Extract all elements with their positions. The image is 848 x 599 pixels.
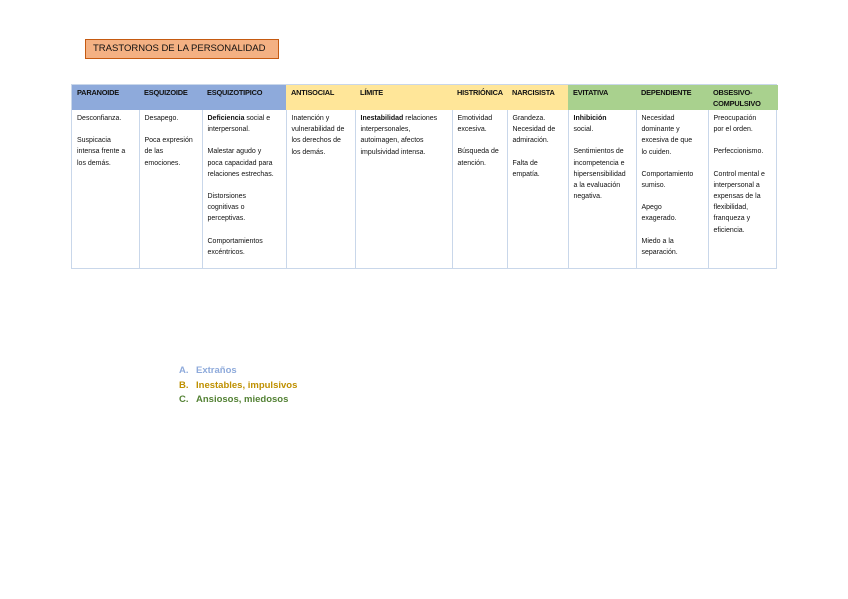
column-header-narcisista (507, 85, 568, 110)
cell-lead-line (574, 113, 633, 124)
cell-line: Emotividad (457, 115, 493, 122)
cell-line: dominante y (641, 126, 680, 134)
header-text: ANTISOCIAL (291, 88, 335, 97)
cell-line: empatía. (512, 170, 540, 178)
header-text: PARANOIDE (77, 88, 119, 97)
cell-spacer (714, 158, 776, 169)
column-header-límite (355, 85, 452, 110)
cell-spacer (208, 135, 283, 146)
cell-lead-rest: relaciones (403, 115, 438, 122)
cell-line: Búsqueda de (457, 148, 499, 156)
cell-line: exagerado. (641, 215, 677, 223)
cell-line: Suspicacia (77, 137, 111, 145)
column-header-obsesivo-compulsivo (708, 85, 778, 110)
cell-line: incompetencia e (573, 159, 625, 167)
cell-lead-line (208, 113, 283, 124)
cell-line: Comportamiento (641, 170, 694, 178)
cell-line: Inatención y (291, 115, 330, 122)
cell-spacer (208, 180, 283, 191)
cell-lead-line (361, 113, 449, 124)
cell-line: los demás. (291, 148, 326, 156)
cell-line: interpersonales, (360, 126, 411, 134)
cell-line: poca capacidad para (207, 159, 273, 167)
cell-line: Necesidad (641, 115, 675, 122)
cell-line: de las (144, 148, 164, 156)
cell-line: Apego (641, 204, 662, 212)
cell-line: Falta de (512, 159, 538, 167)
cell-line: sumiso. (641, 182, 666, 190)
cell-line: atención. (457, 159, 486, 167)
cell-line: Miedo a la (641, 237, 674, 245)
cell-line: impulsividad intensa. (360, 148, 426, 156)
header-text: NARCISISTA (512, 88, 555, 97)
header-text: COMPULSIVO (713, 99, 761, 108)
column-cell (139, 110, 202, 268)
table-row (72, 110, 778, 268)
cell-line: Sentimientos de (573, 148, 624, 156)
column-header-histriónica (452, 85, 507, 110)
header-text: OBSESIVO- (713, 88, 753, 97)
cell-lead-bold: Inhibición (573, 115, 607, 122)
cell-line: Desconfianza. (77, 115, 122, 122)
cell-spacer (642, 158, 705, 169)
column-header-paranoide (72, 85, 139, 110)
header-text: LÍMITE (360, 88, 384, 97)
cell-line: excesiva. (457, 126, 487, 134)
cell-line: Distorsiones (207, 193, 247, 201)
cell-line: flexibilidad, (713, 204, 749, 212)
cell-lead-bold: Inestabilidad (360, 115, 404, 122)
cell-line: lo cuiden. (641, 148, 672, 156)
cell-line: Preocupación (713, 115, 757, 122)
column-cell (286, 110, 355, 268)
cell-line: Comportamientos (207, 237, 263, 245)
cell-line: separación. (641, 248, 678, 256)
cell-spacer (208, 225, 283, 236)
column-cell (708, 110, 778, 268)
group-legend (179, 364, 297, 408)
cell-line: excesiva de que (641, 137, 693, 145)
legend-letter: B. (179, 379, 189, 391)
column-cell (507, 110, 568, 268)
cell-spacer (513, 147, 565, 158)
table-header-row (72, 85, 778, 110)
cell-line: emociones. (144, 159, 181, 167)
legend-item-a (179, 364, 297, 379)
header-text: EVITATIVA (573, 88, 609, 97)
cell-line: relaciones estrechas. (207, 170, 274, 178)
cell-line: social. (573, 126, 594, 134)
cell-line: Poca expresión (144, 137, 193, 145)
cell-line: los derechos de (291, 137, 341, 145)
cell-spacer (642, 225, 705, 236)
cell-spacer (145, 124, 199, 135)
legend-item-b (179, 379, 297, 394)
column-cell (568, 110, 636, 268)
cell-line: admiración. (512, 137, 549, 145)
header-text: HISTRIÓNICA (457, 88, 503, 97)
cell-lead-bold: Deficiencia (207, 115, 245, 122)
cell-line: expensas de la (713, 193, 761, 201)
cell-line: cognitivas o (207, 204, 245, 212)
cell-spacer (77, 124, 136, 135)
cell-line: Control mental e (713, 170, 765, 178)
cell-spacer (574, 135, 633, 146)
cell-line: los demás. (77, 159, 111, 167)
cell-line: eficiencia. (713, 226, 745, 234)
cell-line: a la evaluación (573, 182, 621, 190)
cell-line: Grandeza. (512, 115, 546, 122)
column-cell (636, 110, 708, 268)
cell-line: vulnerabilidad de (291, 126, 345, 134)
cell-line: por el orden. (713, 126, 753, 134)
column-cell (452, 110, 507, 268)
cell-line: interpersonal a (713, 181, 760, 189)
cell-line: Necesidad de (512, 126, 556, 134)
legend-label: Ansiosos, miedosos (196, 394, 289, 405)
column-header-evitativa (568, 85, 636, 110)
cell-line: Malestar agudo y (207, 148, 262, 156)
legend-letter: A. (179, 365, 189, 376)
header-text: ESQUIZOIDE (144, 88, 188, 97)
cell-line: negativa. (573, 193, 602, 201)
cell-line: Desapego. (144, 115, 179, 122)
cell-line: intensa frente a (77, 148, 126, 156)
header-text: ESQUIZOTIPICO (207, 88, 263, 97)
column-header-esquizotipico (202, 85, 286, 110)
column-cell (202, 110, 286, 268)
personality-disorders-table (71, 84, 777, 269)
column-cell (72, 110, 139, 268)
legend-item-c (179, 393, 297, 408)
column-header-dependiente (636, 85, 708, 110)
cell-spacer (458, 135, 504, 146)
legend-letter: C. (179, 394, 189, 405)
cell-spacer (642, 191, 705, 202)
cell-spacer (714, 135, 776, 146)
cell-line: excéntricos. (207, 248, 245, 256)
cell-lead-rest: social e (244, 115, 271, 122)
cell-line: Perfeccionismo. (713, 148, 764, 156)
legend-label: Inestables, impulsivos (196, 379, 298, 391)
cell-line: perceptivas. (207, 215, 246, 223)
column-cell (355, 110, 452, 268)
cell-line: hipersensibilidad (573, 170, 626, 178)
cell-line: interpersonal. (207, 126, 250, 134)
legend-label: Extraños (196, 365, 237, 376)
page-title: TRASTORNOS DE LA PERSONALIDAD (85, 39, 279, 59)
cell-line: franqueza y (713, 215, 751, 223)
header-text: DEPENDIENTE (641, 88, 692, 97)
column-header-antisocial (286, 85, 355, 110)
cell-line: autoimagen, afectos (360, 137, 424, 145)
column-header-esquizoide (139, 85, 202, 110)
